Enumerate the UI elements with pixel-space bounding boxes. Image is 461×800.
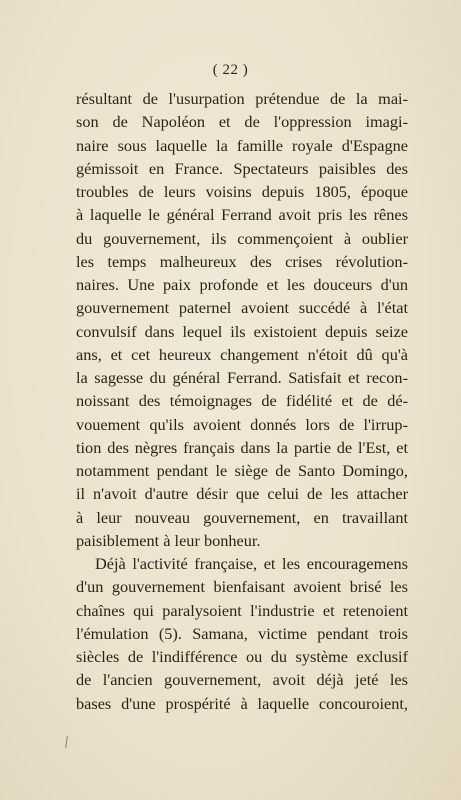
text-line: bases d'une prospérité à laquelle concouroient, xyxy=(76,693,408,713)
text-line: Déjà l'activité française, et les encouragemens xyxy=(95,554,408,573)
paragraph-2 xyxy=(76,552,408,715)
text-line: ans, et cet heureux changement n'étoit dû qu'à xyxy=(76,344,408,364)
text-line: d'un gouvernement bienfaisant avoient brisé les xyxy=(76,577,408,597)
text-line: la sagesse du général Ferrand. Satisfait et recon- xyxy=(76,368,408,387)
text-line: à leur nouveau gouvernement, en travaillant xyxy=(76,507,408,527)
body-text xyxy=(76,87,408,715)
page-number: ( 22 ) xyxy=(212,62,249,78)
text-line: paisiblement à leur bonheur. xyxy=(76,530,261,550)
text-line: troubles de leurs voisins depuis 1805, époque xyxy=(76,182,408,201)
text-line: son de Napoléon et de l'oppression imagi- xyxy=(76,112,408,132)
paragraph-1 xyxy=(76,87,408,552)
ink-mark xyxy=(65,736,68,748)
text-line: noissant des témoignages de fidélité et de dé- xyxy=(76,391,408,411)
text-line: vouement qu'ils avoient donnés lors de l'irrup- xyxy=(76,414,408,434)
text-line: chaînes qui paralysoient l'industrie et retenoient xyxy=(76,600,408,620)
text-line: de l'ancien gouvernement, avoit déjà jeté les xyxy=(76,670,408,690)
text-line: naire sous laquelle la famille royale d'Espagne xyxy=(76,135,408,155)
text-line: l'émulation (5). Samana, victime pendant trois xyxy=(76,623,408,643)
text-line: gouvernement paternel avoient succédé à l'état xyxy=(76,298,408,318)
text-line: du gouvernement, ils commençoient à oublier xyxy=(76,228,408,248)
text-line: notamment pendant le siège de Santo Domingo, xyxy=(76,461,408,480)
text-line: tion des nègres français dans la partie de l'Est, et xyxy=(76,437,408,457)
text-line: gémissoit en France. Spectateurs paisibles des xyxy=(76,158,408,178)
text-line: convulsif dans lequel ils existoient depuis seize xyxy=(76,321,408,341)
text-line: il n'avoit d'autre désir que celui de les attacher xyxy=(76,484,408,504)
text-line: à laquelle le général Ferrand avoit pris les rênes xyxy=(76,205,408,225)
text-line: naires. Une paix profonde et les douceurs d'un xyxy=(76,275,408,294)
text-line: siècles de l'indifférence ou du système exclusif xyxy=(76,647,408,666)
text-line: les temps malheureux des crises révolution- xyxy=(76,251,408,271)
text-line: résultant de l'usurpation prétendue de la mai- xyxy=(76,89,408,108)
